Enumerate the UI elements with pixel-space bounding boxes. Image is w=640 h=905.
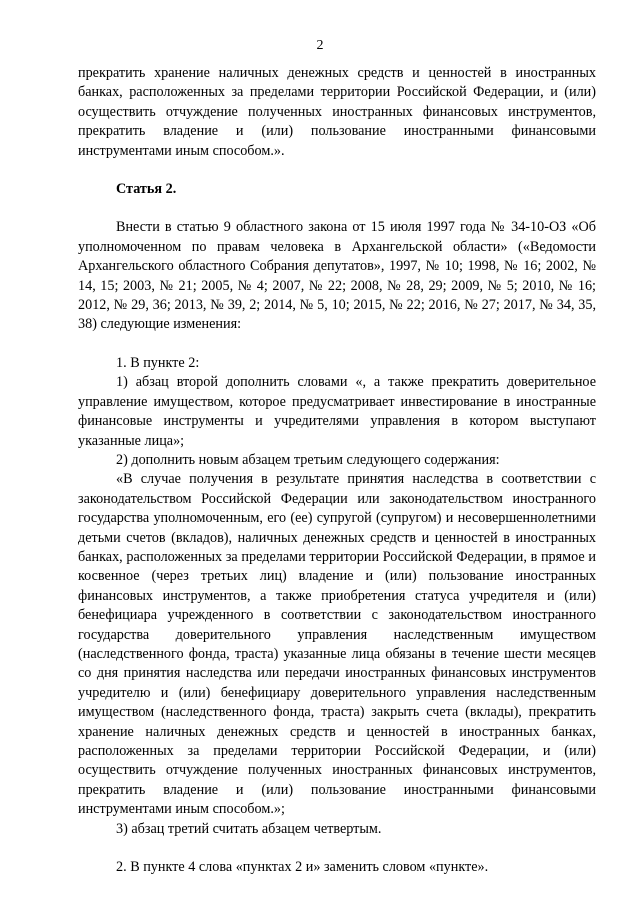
item-2: 2. В пункте 4 слова «пунктах 2 и» заменить словом «пункте». <box>116 859 489 876</box>
page-number: 2 <box>316 38 324 53</box>
spacer <box>78 335 596 354</box>
spacer <box>78 161 596 180</box>
intro-paragraph: Внести в статью 9 областного закона от 15 июля 1997 года № 34-10-ОЗ «Об уполномоченном по правам человека в Архангельской области» («Ведомости Архангельского областного Собрания депутатов», 1997, № 10; 1998, № 16; 2002, № 14, 15; 2003, № 21; 2005, № 4; 2007, № 22; 2008, № 28, 29; 2009, № 5; 2010, № 16; 2012, № 29, 36; 2013, № 39, 2; 2014, № 5, 10; 2015, № 22; 2016, № 27; 2017, № 34, 35, 38) следующие изменения: <box>78 219 596 333</box>
continuation-paragraph: прекратить хранение наличных денежных средств и ценностей в иностранных банках, расположенных за пределами территории Российской Федерации, и (или) осуществить отчуждение полученных иностранных финансовых инструментов, прекратить владение и (или) пользование иностранными финансовыми инструментами иным способом.». <box>78 65 596 159</box>
spacer <box>78 839 596 858</box>
document-body <box>78 64 596 877</box>
item-1-subitem-2: 2) дополнить новым абзацем третьим следующего содержания: <box>116 451 500 468</box>
spacer <box>78 199 596 218</box>
item-1-subitem-1: 1) абзац второй дополнить словами «, а также прекратить доверительное управление имуществом, которое предусматривает инвестирование в иностранные финансовые инструменты и учредителями управления в котором выступают указанные лица»; <box>78 374 596 449</box>
item-1-quote: «В случае получения в результате принятия наследства в соответствии с законодательством Российской Федерации или законодательством иностранного государства уполномоченным, его (ее) супругой (супругом) и несовершеннолетними детьми счетов (вкладов), наличных денежных средств и ценностей в иностранных банках, расположенных за пределами территории Российской Федерации, в прямое и косвенное (через третьих лиц) владение и (или) пользование иностранных финансовых инструментов, а также приобретения статуса учредителя и (или) бенефициара учрежденного в соответствии с законодательством иностранного государства доверительного управления наследственным имуществом (наследственного фонда, траста) указанные лица обязаны в течение шести месяцев со дня принятия наследства или передачи иностранных финансовых инструментов учредителю и (или) бенефициару доверительного управления наследственным имуществом (наследственного фонда, траста) закрыть счета (вклады), прекратить хранение наличных денежных средств и ценностей в иностранных банках, расположенных за пределами территории Российской Федерации, и (или) осуществить отчуждение полученных иностранных финансовых инструментов, прекратить владение и (или) пользование иностранными финансовыми инструментами иным способом.»; <box>78 471 596 818</box>
item-1-subitem-3: 3) абзац третий считать абзацем четвертым. <box>116 820 382 837</box>
article-heading: Статья 2. <box>116 181 177 198</box>
item-1-title: 1. В пункте 2: <box>116 354 200 371</box>
